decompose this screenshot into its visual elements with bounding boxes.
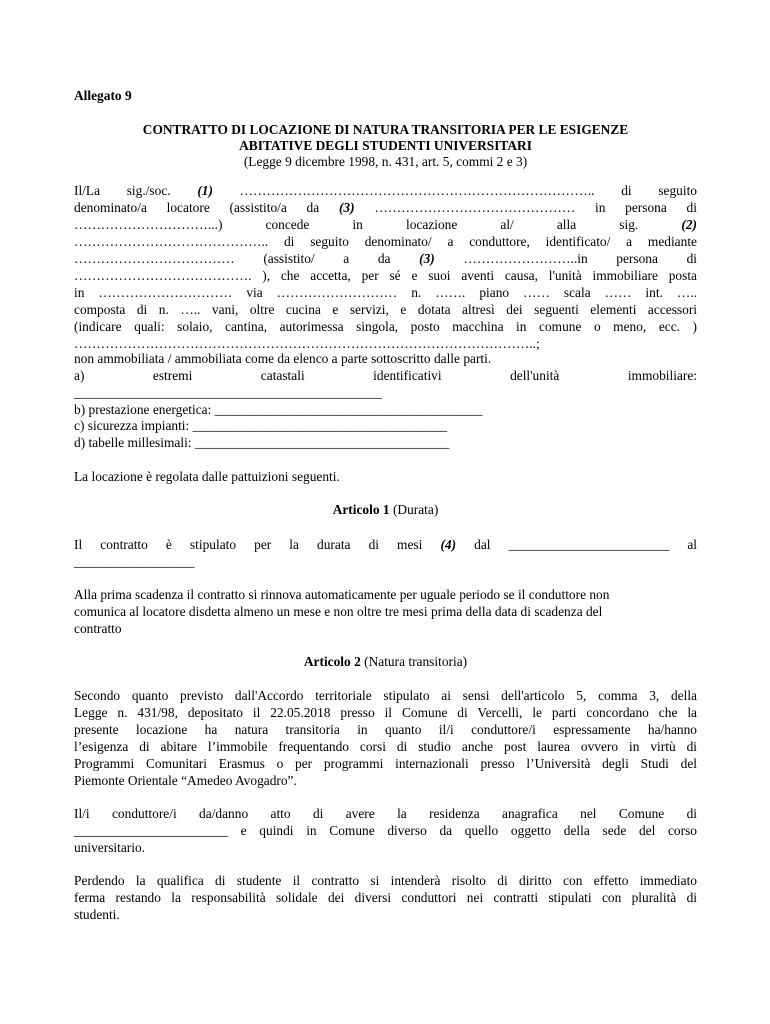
- text: Il/La sig./soc.: [74, 183, 171, 198]
- article-2-p1-line3: presente locazione ha natura transitoria in quanto il/i conduttore/i espressamente ha/hanno: [74, 722, 697, 737]
- article-2-p2-line2: _______________________ e quindi in Comune diverso da quello oggetto della sede del corso: [74, 823, 697, 838]
- text: ……………………..in persona di: [463, 251, 697, 266]
- article-subtitle: (Durata): [392, 502, 439, 517]
- document-title-line1: CONTRATTO DI LOCAZIONE DI NATURA TRANSITORIA PER LE ESIGENZE: [142, 122, 629, 137]
- intro-line-10: …………………………………………………………………………………………..;: [74, 336, 540, 351]
- article-2-p2-line1: Il/i conduttore/i da/danno atto di avere la residenza anagrafica nel Comune di: [74, 806, 697, 821]
- text: …………………………...) concede in locazione al/ alla sig.: [74, 217, 639, 232]
- document-title-line2: ABITATIVE DEGLI STUDENTI UNIVERSITARI: [239, 138, 532, 153]
- note-ref: (3): [419, 251, 435, 266]
- intro-line-6: …………………………………. ), che accetta, per sé e suoi aventi causa, l'unità immobiliare posta: [74, 268, 697, 283]
- intro-line-11: non ammobiliata / ammobiliata come da elenco a parte sottoscritto dalle parti.: [74, 351, 492, 366]
- intro-line-2: [74, 199, 697, 216]
- intro-line-14: b) prestazione energetica: ________________________________________: [74, 402, 483, 417]
- document-subtitle-law: (Legge 9 dicembre 1998, n. 431, art. 5, commi 2 e 3): [243, 154, 528, 169]
- regolata-text: La locazione è regolata dalle pattuizioni seguenti.: [74, 469, 340, 484]
- article-2-p2-line3: universitario.: [74, 840, 146, 855]
- article-1-p1-line1: [74, 536, 697, 553]
- intro-line-16: d) tabelle millesimali: ______________________________________: [74, 435, 450, 450]
- article-1-p2-line3: contratto: [74, 621, 122, 636]
- article-2-p1-line4: l’esigenza di abitare l’immobile frequentando corsi di studio anche post laurea ovvero in virtù di: [74, 739, 697, 754]
- text: denominato/a locatore (assistito/a da: [74, 200, 320, 215]
- article-2-p1-line1: Secondo quanto previsto dall'Accordo territoriale stipulato ai sensi dell'articolo 5, comma 3, della: [74, 688, 697, 703]
- article-2-p1-line5: Programmi Comunitari Erasmus o per programmi internazionali presso l’Università degli Studi del: [74, 756, 697, 771]
- note-ref: (4): [440, 537, 457, 552]
- article-subtitle: (Natura transitoria): [364, 654, 468, 669]
- article-2-p3-line1: Perdendo la qualifica di studente il contratto si intenderà risolto di diritto con effetto immediato: [74, 873, 697, 888]
- text: dal ________________________ al: [474, 537, 697, 552]
- note-ref: (1): [197, 183, 213, 198]
- text: ……………………………………… in persona di: [374, 200, 697, 215]
- article-2-p1-line6: Piemonte Orientale “Amedeo Avogadro”.: [74, 773, 297, 788]
- article-2-p3-line2: ferma restando la responsabilità solidale dei diversi conduttori nei contratti stipulati con pluralità di: [74, 890, 697, 905]
- note-ref: (3): [338, 200, 355, 215]
- intro-line-7: in ………………………… via ……………………… n. ……. piano …… scala …… int. …..: [74, 285, 697, 300]
- text: …………………………………………………………………….. di seguito: [239, 183, 697, 198]
- text: ……………………………… (assistito/ a da: [74, 251, 391, 266]
- article-2-heading: [74, 653, 697, 670]
- intro-line-13: ______________________________________________: [74, 385, 382, 400]
- article-2-p1-line2: Legge n. 431/98, depositato il 22.05.2018 presso il Comune di Vercelli, le parti concordano che la: [74, 705, 697, 720]
- intro-line-8: composta di n. ….. vani, oltre cucina e servizi, e dotata altresì dei seguenti elementi accessori: [74, 302, 697, 317]
- text: Il contratto è stipulato per la durata di mesi: [74, 537, 423, 552]
- intro-line-1: [74, 182, 697, 199]
- article-1-p2-line2: comunica al locatore disdetta almeno un mese e non oltre tre mesi prima della data di scadenza del: [74, 604, 603, 619]
- article-1-p1-line2: __________________: [74, 554, 195, 569]
- intro-line-12: a) estremi catastali identificativi dell'unità immobiliare:: [74, 368, 697, 383]
- intro-line-15: c) sicurezza impianti: ______________________________________: [74, 418, 448, 433]
- intro-line-4: …………………………………….. di seguito denominato/ a conduttore, identificato/ a mediante: [74, 234, 697, 249]
- article-2-p3-line3: studenti.: [74, 907, 120, 922]
- intro-line-5: [74, 250, 697, 267]
- article-1-heading: [74, 501, 697, 518]
- intro-line-3: [74, 216, 697, 233]
- intro-line-9: (indicare quali: solaio, cantina, autorimessa singola, posto macchina in comune o meno, ecc. ): [74, 319, 697, 334]
- article-1-p2-line1: Alla prima scadenza il contratto si rinnova automaticamente per uguale periodo se il conduttore non: [74, 587, 610, 602]
- allegato-label: Allegato 9: [74, 88, 132, 103]
- note-ref: (2): [681, 217, 697, 232]
- article-title: Articolo 2: [303, 654, 361, 669]
- article-title: Articolo 1: [332, 502, 390, 517]
